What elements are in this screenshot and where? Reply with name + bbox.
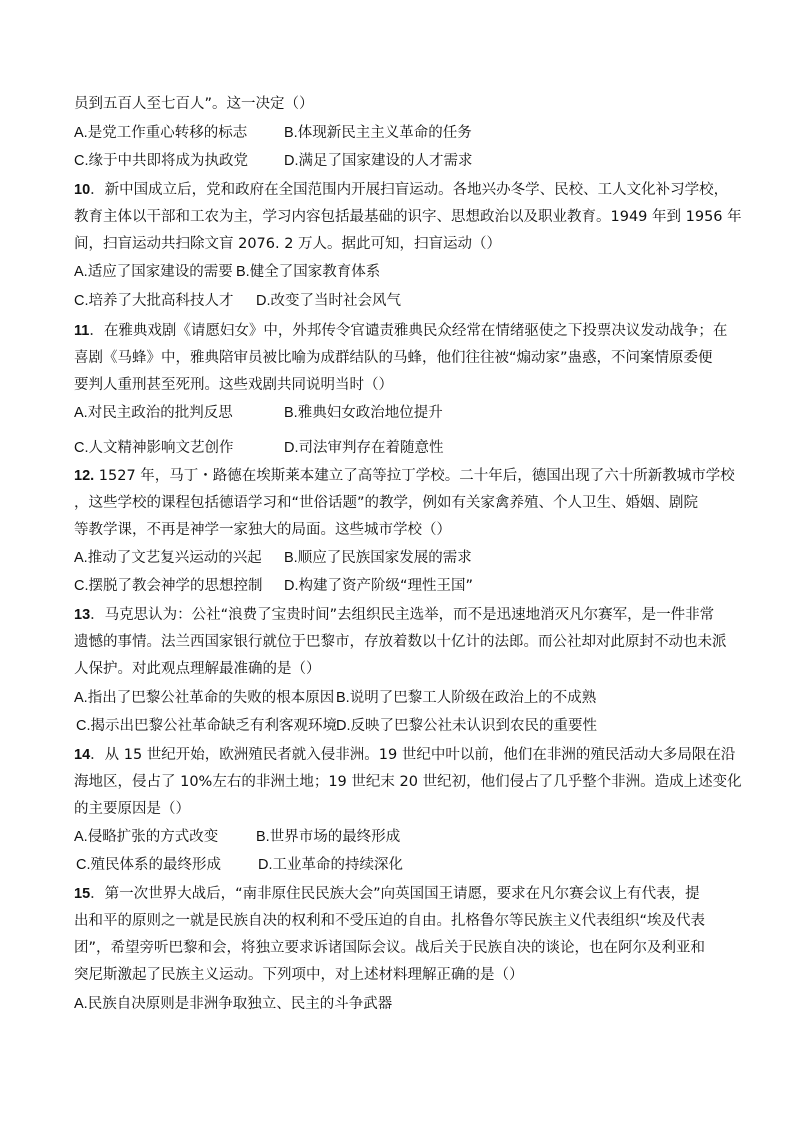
q11-number: 11 xyxy=(74,323,90,339)
q14-option-a[interactable]: A.侵略扩张的方式改变 xyxy=(74,829,219,845)
q14-stem-line-2: 海地区，侵占了 10%左右的非洲土地；19 世纪末 20 世纪初，他们侵占了几乎整个非洲。造成上述变化 xyxy=(74,774,742,790)
q10-option-a[interactable]: A.适应了国家建设的需要 xyxy=(74,264,233,280)
q12-option-d[interactable]: D.构建了资产阶级“理性王国” xyxy=(284,578,474,594)
q13-stem-line-1: 13．马克思认为：公社“浪费了宝贵时间”去组织民主选举，而不是迅速地消灭凡尔赛军，是一件非常 xyxy=(74,607,715,623)
q14-option-c[interactable]: C.殖民体系的最终形成 xyxy=(76,857,221,873)
q9-option-a[interactable]: A.是党工作重心转移的标志 xyxy=(74,125,248,141)
q14-stem-line-1: 14．从 15 世纪开始，欧洲殖民者就入侵非洲。19 世纪中叶以前，他们在非洲的殖民活动大多局限在沿 xyxy=(74,747,736,763)
q14-stem-line-3: 的主要原因是（） xyxy=(74,801,190,817)
q9-option-b[interactable]: B.体现新民主主义革命的任务 xyxy=(284,125,472,141)
q11-stem-line-1: 11．在雅典戏剧《请愿妇女》中，外邦传令官谴责雅典民众经常在情绪驱使之下投票决议发动战争；在 xyxy=(74,323,728,339)
q10-stem-line-2: 教育主体以干部和工农为主，学习内容包括最基础的识字、思想政治以及职业教育。1949 年到 1956 年 xyxy=(74,209,742,225)
q10-option-b[interactable]: B.健全了国家教育体系 xyxy=(236,264,381,280)
q11-option-c[interactable]: C.人文精神影响文艺创作 xyxy=(74,440,234,456)
q15-stem-line-3: 团”，希望旁听巴黎和会，将独立要求诉诸国际会议。战后关于民族自决的谈论，也在阿尔及利亚和 xyxy=(74,940,706,956)
q13-stem-line-2: 遗憾的事情。法兰西国家银行就位于巴黎市，存放着数以十亿计的法郎。而公社却对此原封不动也未派 xyxy=(74,634,727,650)
q12-stem-line-3: 等教学课，不再是神学一家独大的局面。这些城市学校（） xyxy=(74,522,451,538)
q11-stem-line-2: 喜剧《马蜂》中，雅典陪审员被比喻为成群结队的马蜂，他们往往被“煽动家”蛊惑，不问案情原委便 xyxy=(74,350,713,366)
q13-option-b[interactable]: B.说明了巴黎工人阶级在政治上的不成熟 xyxy=(336,690,597,706)
q12-number: 12. xyxy=(74,468,95,484)
q9-option-d[interactable]: D.满足了国家建设的人才需求 xyxy=(284,153,473,169)
q15-stem-line-2: 出和平的原则之一就是民族自决的权利和不受压迫的自由。扎格鲁尔等民族主义代表组织“埃及代表 xyxy=(74,913,706,929)
q15-number: 15 xyxy=(74,886,91,902)
q11-stem-line-3: 要判人重刑甚至死刑。这些戏剧共同说明当时（） xyxy=(74,377,393,393)
q15-option-a[interactable]: A.民族自决原则是非洲争取独立、民主的斗争武器 xyxy=(74,996,393,1012)
q15-stem-line-1: 15．第一次世界大战后，“南非原住民民族大会”向英国国王请愿，要求在凡尔赛会议上有代表，提 xyxy=(74,886,700,902)
q9-option-c[interactable]: C.缘于中共即将成为执政党 xyxy=(74,153,248,169)
q11-option-d[interactable]: D.司法审判存在着随意性 xyxy=(284,440,444,456)
q14-option-b[interactable]: B.世界市场的最终形成 xyxy=(256,829,401,845)
q11-option-a[interactable]: A.对民主政治的批判反思 xyxy=(74,405,233,421)
q10-option-c[interactable]: C.培养了大批高科技人才 xyxy=(74,293,234,309)
q15-stem-line-4: 突尼斯激起了民族主义运动。下列项中，对上述材料理解正确的是（） xyxy=(74,967,524,983)
q14-number: 14 xyxy=(74,747,91,763)
q12-stem-line-1: 12. 1527 年，马丁・路德在埃斯莱本建立了高等拉丁学校。二十年后，德国出现了六十所新教城市学校 xyxy=(74,468,735,484)
q13-number: 13 xyxy=(74,607,91,623)
q12-option-a[interactable]: A.推动了文艺复兴运动的兴起 xyxy=(74,550,262,566)
q13-option-d[interactable]: D.反映了巴黎公社未认识到农民的重要性 xyxy=(336,718,597,734)
q10-stem-line-3: 间，扫盲运动共扫除文盲 2076. 2 万人。据此可知，扫盲运动（） xyxy=(74,236,502,252)
q11-option-b[interactable]: B.雅典妇女政治地位提升 xyxy=(284,405,443,421)
q9-stem-tail: 员到五百人至七百人”。这一决定（） xyxy=(74,96,314,112)
q10-stem-line-1: 10．新中国成立后，党和政府在全国范围内开展扫盲运动。各地兴办冬学、民校、工人文化补习学校， xyxy=(74,182,729,198)
q14-option-d[interactable]: D.工业革命的持续深化 xyxy=(258,857,403,873)
q10-number: 10 xyxy=(74,182,91,198)
q13-option-a[interactable]: A.指出了巴黎公社革命的失败的根本原因 xyxy=(74,690,335,706)
q12-option-c[interactable]: C.摆脱了教会神学的思想控制 xyxy=(74,578,263,594)
q12-stem-line-2: ，这些学校的课程包括德语学习和“世俗话题”的教学，例如有关家禽养殖、个人卫生、婚姻、剧院 xyxy=(74,495,699,511)
q13-option-c[interactable]: C.揭示出巴黎公社革命缺乏有利客观环境 xyxy=(76,718,337,734)
q13-stem-line-3: 人保护。对此观点理解最准确的是（） xyxy=(74,661,321,677)
q10-option-d[interactable]: D.改变了当时社会风气 xyxy=(256,293,401,309)
q12-option-b[interactable]: B.顺应了民族国家发展的需求 xyxy=(284,550,472,566)
